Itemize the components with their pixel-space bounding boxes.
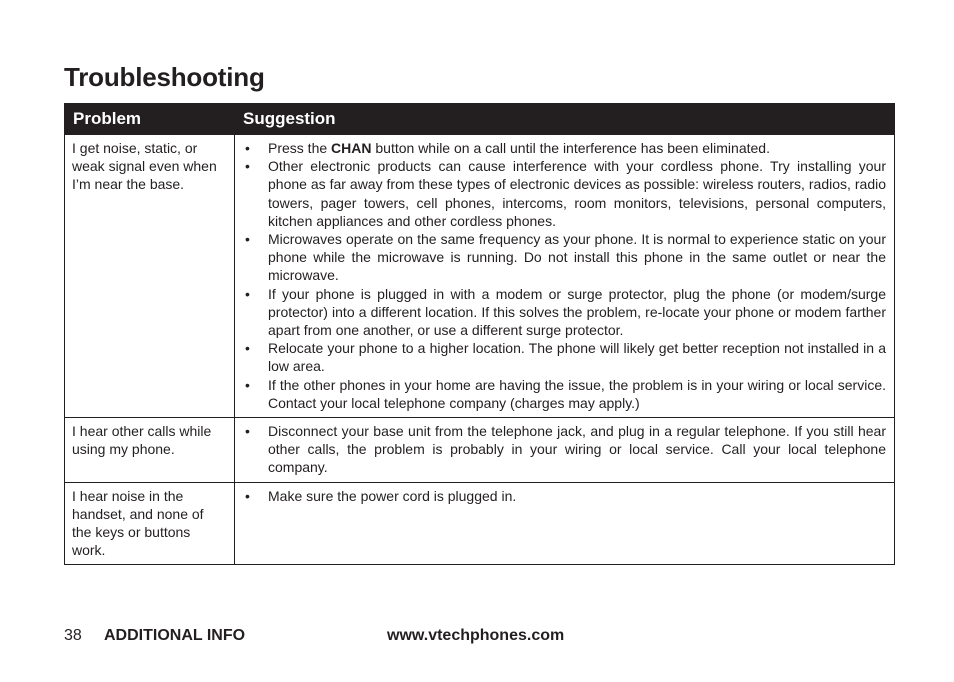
bullet-icon: • bbox=[245, 487, 250, 504]
header-problem: Problem bbox=[65, 104, 235, 135]
suggestion-text: Other electronic products can cause interference with your cordless phone. Try installing your phone as far away from these types of electronic devices as possible: wireless routers, radios, radio towers, pager towers, cell phones, intercoms, room monitors, televisions, personal computers, kitchen appliances and other cordless phones. bbox=[268, 158, 886, 229]
suggestion-list bbox=[242, 139, 886, 412]
suggestion-cell bbox=[235, 135, 895, 418]
table-row bbox=[65, 135, 895, 418]
suggestion-cell bbox=[235, 418, 895, 483]
problem-cell bbox=[65, 482, 235, 565]
suggestion-item bbox=[242, 487, 886, 505]
suggestion-item bbox=[242, 339, 886, 375]
suggestion-item bbox=[242, 285, 886, 340]
suggestion-text-pre: Press the bbox=[268, 140, 332, 156]
website-url: www.vtechphones.com bbox=[387, 627, 565, 644]
suggestion-list bbox=[242, 422, 886, 477]
problem-cell bbox=[65, 135, 235, 418]
header-suggestion: Suggestion bbox=[235, 104, 895, 135]
suggestion-item bbox=[242, 422, 886, 477]
troubleshooting-table bbox=[64, 103, 895, 565]
suggestion-item bbox=[242, 230, 886, 285]
suggestion-item bbox=[242, 139, 886, 157]
bullet-icon: • bbox=[245, 231, 250, 248]
suggestion-text: If the other phones in your home are having the issue, the problem is in your wiring or local service. Contact your local telephone company (charges may apply.) bbox=[268, 376, 886, 411]
suggestion-text: Relocate your phone to a higher location. The phone will likely get better reception not installed in a low area. bbox=[268, 340, 886, 375]
section-name: ADDITIONAL INFO bbox=[104, 627, 246, 644]
suggestion-cell bbox=[235, 482, 895, 565]
suggestion-text: Disconnect your base unit from the telephone jack, and plug in a regular telephone. If you still hear other calls, the problem is probably in your wiring or local service. Call your local telephone company. bbox=[268, 423, 886, 476]
problem-cell bbox=[65, 418, 235, 483]
suggestion-text: Microwaves operate on the same frequency as your phone. It is normal to experience static on your phone while the microwave is running. Do not install this phone in the same outlet or near the microwave. bbox=[268, 231, 886, 284]
page-title: Troubleshooting bbox=[64, 62, 265, 92]
bullet-icon: • bbox=[245, 376, 250, 393]
chan-button-label: CHAN bbox=[331, 140, 372, 156]
suggestion-item bbox=[242, 376, 886, 412]
suggestion-text: If your phone is plugged in with a modem or surge protector, plug the phone (or modem/surge protector) into a different location. If this solves the problem, re-locate your phone or modem farther apart from one another, or use a different surge protector. bbox=[268, 285, 886, 339]
bullet-icon: • bbox=[245, 140, 250, 156]
table-header-row bbox=[65, 104, 895, 135]
bullet-icon: • bbox=[245, 158, 250, 175]
suggestion-text-post: button while on a call until the interference has been eliminated. bbox=[371, 140, 770, 156]
bullet-icon: • bbox=[245, 340, 250, 357]
problem-text: I get noise, static, or weak signal even when I’m near the base. bbox=[72, 140, 217, 193]
table-row bbox=[65, 482, 895, 565]
page-number: 38 bbox=[64, 627, 82, 644]
suggestion-text: Make sure the power cord is plugged in. bbox=[268, 487, 517, 504]
bullet-icon: • bbox=[245, 423, 250, 440]
suggestion-list bbox=[242, 487, 886, 505]
problem-text: I hear other calls while using my phone. bbox=[72, 423, 212, 458]
table-row bbox=[65, 418, 895, 483]
bullet-icon: • bbox=[245, 285, 250, 302]
suggestion-item bbox=[242, 157, 886, 230]
problem-text: I hear noise in the handset, and none of the keys or buttons work. bbox=[72, 487, 204, 559]
